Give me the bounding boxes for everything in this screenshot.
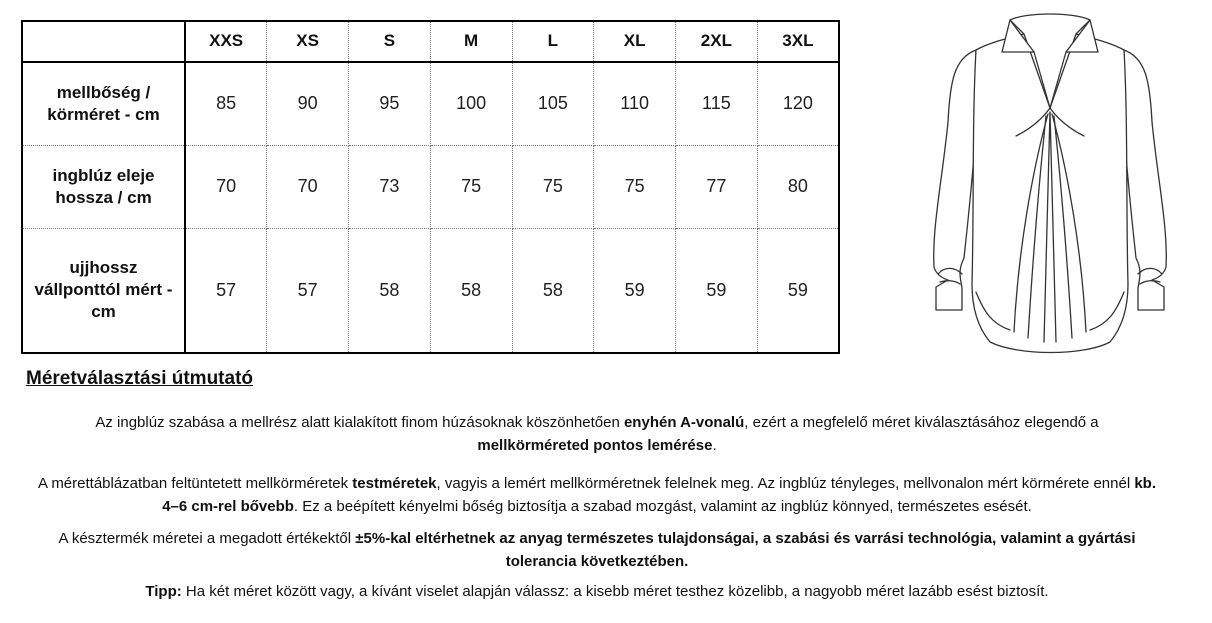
size-header: 3XL (757, 21, 839, 62)
text-run: Ha két méret között vagy, a kívánt viselet alapján válassz: a kisebb méret testhez közelibb, a nagyobb méret lazább esést biztosít. (181, 583, 1049, 600)
table-cell: 70 (185, 145, 267, 228)
row-label-line: ingblúz eleje (52, 165, 155, 185)
table-cell: 59 (676, 228, 758, 353)
text-run: , vagyis a lemért mellkörméretnek felelnek meg. Az ingblúz tényleges, mellvonalon mért körmérete ennél (436, 475, 1135, 492)
row-label-line: mellbőség / (56, 82, 151, 102)
row-label-line: ujjhossz (69, 258, 138, 278)
size-header: L (512, 21, 594, 62)
table-cell: 57 (267, 228, 349, 353)
size-header: S (349, 21, 431, 62)
table-cell: 75 (594, 145, 676, 228)
table-row-sleeve-length (22, 228, 839, 353)
row-label-chest (22, 62, 185, 146)
table-cell: 75 (512, 145, 594, 228)
table-cell: 90 (267, 62, 349, 146)
table-cell: 115 (676, 62, 758, 146)
header-corner-cell (22, 21, 185, 62)
guide-paragraph-tip (30, 580, 1164, 603)
table-cell: 73 (349, 145, 431, 228)
guide-paragraph-measurements (30, 472, 1164, 518)
bold-text-run: enyhén A-vonalú (623, 414, 745, 431)
row-label-line: vállponttól mért - (34, 280, 173, 300)
row-label-line: cm (91, 302, 116, 322)
table-cell: 58 (430, 228, 512, 353)
size-header: XL (594, 21, 676, 62)
text-run: Az ingblúz szabása a mellrész alatt kialakított finom húzásoknak köszönhetően (95, 414, 624, 431)
text-run: . Ez a beépített kényelmi bőség biztosítja a szabad mozgást, valamint az ingblúz könnyed, természetes esését. (293, 498, 1032, 515)
table-cell: 95 (349, 62, 431, 146)
bold-text-run: kb. 4–6 cm-rel bővebb (162, 475, 1157, 515)
blouse-sketch-icon (914, 12, 1186, 362)
table-cell: 100 (430, 62, 512, 146)
table-cell: 77 (676, 145, 758, 228)
table-cell: 105 (512, 62, 594, 146)
text-run: A mérettáblázatban feltüntetett mellkörméretek (37, 475, 353, 492)
size-header-row (22, 21, 839, 62)
bold-text-run: ±5%-kal eltérhetnek az anyag természetes tulajdonságai, a szabási és varrási technológia, valamint a gyártási tolerancia következtében. (355, 530, 1136, 570)
size-table (21, 20, 840, 354)
table-cell: 120 (757, 62, 839, 146)
size-header: M (430, 21, 512, 62)
table-cell: 59 (757, 228, 839, 353)
bold-text-run: Tipp: (145, 583, 182, 600)
table-cell: 80 (757, 145, 839, 228)
guide-paragraph-tolerance (30, 527, 1164, 573)
text-run: A késztermék méretei a megadott értékektől (58, 530, 356, 547)
guide-title: Méretválasztási útmutató (26, 368, 254, 389)
table-cell: 110 (594, 62, 676, 146)
table-cell: 58 (349, 228, 431, 353)
row-label-sleeve-length (22, 228, 185, 353)
row-label-line: körméret - cm (47, 104, 160, 124)
size-header: XS (267, 21, 349, 62)
row-label-line: hossza / cm (55, 187, 152, 207)
size-header: XXS (185, 21, 267, 62)
guide-paragraph-fit (30, 411, 1164, 457)
table-row-chest (22, 62, 839, 146)
table-cell: 57 (185, 228, 267, 353)
size-header: 2XL (676, 21, 758, 62)
text-run: . (712, 437, 717, 454)
text-run: , ezért a megfelelő méret kiválasztásához elegendő a (744, 414, 1099, 431)
table-cell: 75 (430, 145, 512, 228)
table-cell: 59 (594, 228, 676, 353)
bold-text-run: testméretek (352, 475, 437, 492)
bold-text-run: mellkörméreted pontos lemérése (477, 437, 713, 454)
table-cell: 58 (512, 228, 594, 353)
row-label-front-length (22, 145, 185, 228)
table-cell: 70 (267, 145, 349, 228)
table-row-front-length (22, 145, 839, 228)
table-cell: 85 (185, 62, 267, 146)
